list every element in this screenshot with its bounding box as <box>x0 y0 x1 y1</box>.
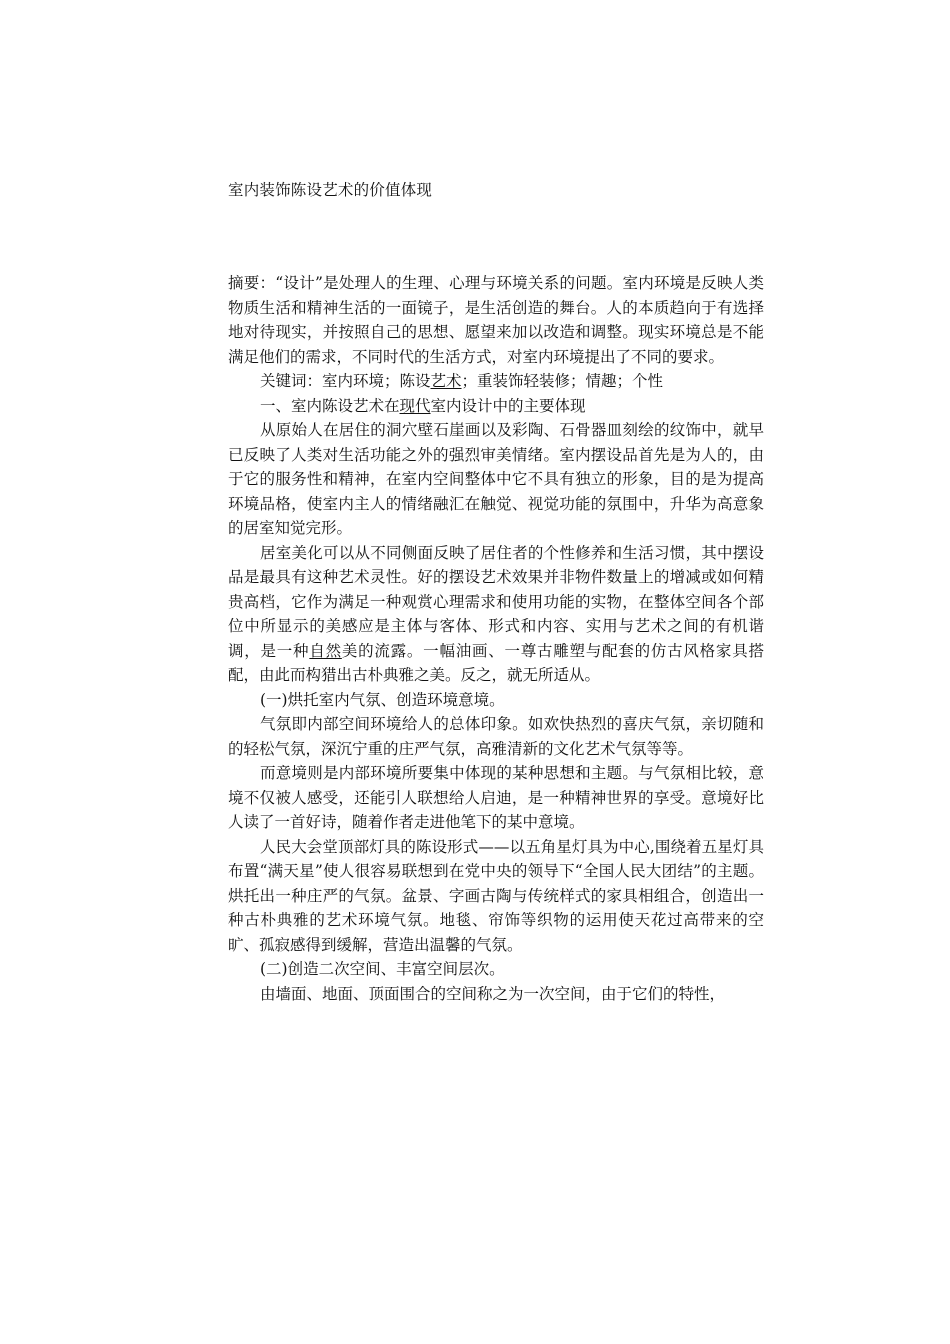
body-paragraph-1: 从原始人在居住的洞穴壁石崖画以及彩陶、石骨器皿刻绘的纹饰中，就早已反映了人类对生活功能之外的强烈审美情绪。室内摆设品首先是为人的，由于它的服务性和精神，在室内空间整体中它不具有独立的形象，目的是为提高环境品格，使室内主人的情绪融汇在触觉、视觉功能的氛围中，升华为高意象的居室知觉完形。 <box>228 421 764 537</box>
keywords-line <box>228 369 764 394</box>
body-paragraph-3: 气氛即内部空间环境给人的总体印象。如欢快热烈的喜庆气氛，亲切随和的轻松气氛，深沉宁重的庄严气氛，高雅清新的文化艺术气氛等等。 <box>228 715 764 758</box>
keywords-link-art[interactable]: 艺术 <box>430 372 462 390</box>
section-heading-text: 一、室内陈设艺术在 <box>260 396 400 415</box>
keywords-text-rest: ；重装饰轻装修；情趣；个性 <box>461 372 664 390</box>
keywords-text: 关键词：室内环境；陈设 <box>260 372 431 390</box>
document-title: 室内装饰陈设艺术的价值体现 <box>228 181 433 199</box>
section-heading-1 <box>228 394 764 419</box>
body-paragraph-2-text: 居室美化可以从不同侧面反映了居住者的个性修养和生活习惯，其中摆设品是最具有这种艺术灵性。好的摆设艺术效果并非物件数量上的增减或如何精贵高档，它作为满足一种观赏心理需求和使用功能的实物，在整体空间各个部位中所显示的美感应是主体与客体、形式和内容、实用与艺术之间的有机谐调，是一种 <box>228 543 764 660</box>
body-paragraph-4: 而意境则是内部环境所要集中体现的某种思想和主题。与气氛相比较，意境不仅被人感受，还能引人联想给人启迪，是一种精神世界的享受。意境好比人读了一首好诗，随着作者走进他笔下的某中意境。 <box>228 764 764 831</box>
body-paragraph-6: 由墙面、地面、顶面围合的空间称之为一次空间，由于它们的特性， <box>260 984 726 1003</box>
body-paragraph-2 <box>228 541 764 688</box>
subheading-1: (一)烘托室内气氛、创造环境意境。 <box>260 690 505 709</box>
body-paragraph-2-text-rest: 美的流露。一幅油画、一尊古雕塑与配套的仿古风格家具搭配，由此而构猎出古朴典雅之美。反之，就无所适从。 <box>228 641 764 684</box>
body-link-nature[interactable]: 自然 <box>309 641 342 660</box>
section-heading-text-rest: 室内设计中的主要体现 <box>430 396 586 415</box>
document-page <box>228 178 764 1006</box>
section-heading-link-modern[interactable]: 现代 <box>399 396 431 415</box>
subheading-2: (二)创造二次空间、丰富空间层次。 <box>260 960 505 978</box>
abstract-paragraph: 摘要：“设计”是处理人的生理、心理与环境关系的问题。室内环境是反映人类物质生活和精神生活的一面镜子，是生活创造的舞台。人的本质趋向于有选择地对待现实，并按照自己的思想、愿望来加以改造和调整。现实环境总是不能满足他们的需求，不同时代的生活方式，对室内环境提出了不同的要求。 <box>228 274 764 366</box>
body-paragraph-5: 人民大会堂顶部灯具的陈设形式——以五角星灯具为中心,围绕着五星灯具布置“满天星”使人很容易联想到在党中央的领导下“全国人民大团结”的主题。烘托出一种庄严的气氛。盆景、字画古陶与传统样式的家具相组合，创造出一种古朴典雅的艺术环境气氛。地毯、帘饰等织物的运用使天花过高带来的空旷、孤寂感得到缓解，营造出温馨的气氛。 <box>228 837 764 954</box>
